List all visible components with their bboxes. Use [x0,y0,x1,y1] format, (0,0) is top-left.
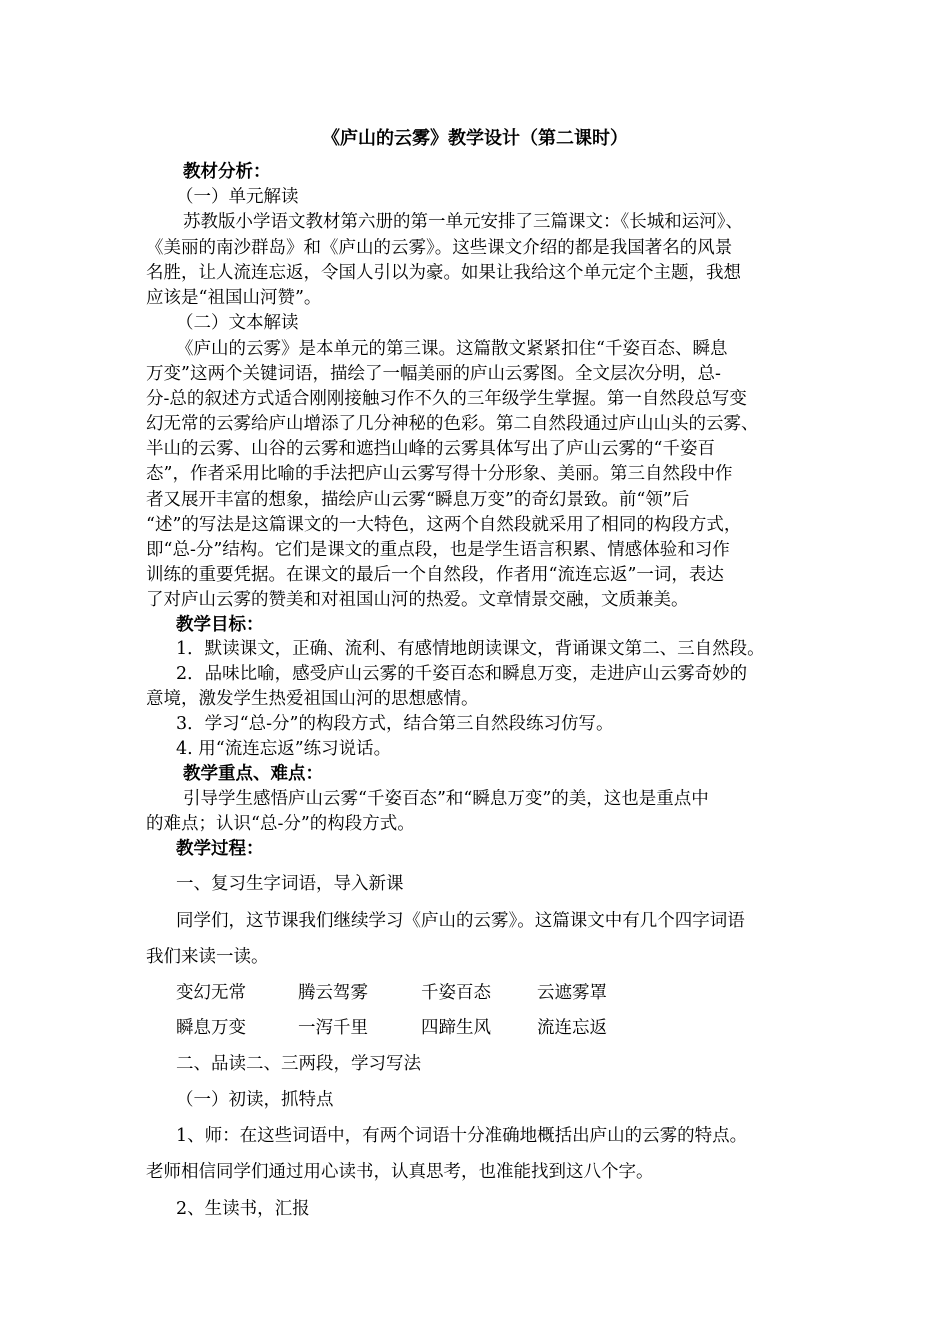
process-step-2-text: 老师相信同学们通过用心读书，认真思考，也准能找到这八个字。 [146,1162,654,1182]
vocab-word: 千姿百态 [421,983,491,1003]
key-heading: 教学重点、难点： [183,764,323,784]
vocab-word: 四蹄生风 [421,1018,491,1038]
text-text-line: 半山的云雾、山谷的云雾和遮挡山峰的云雾具体写出了庐山云雾的“千姿百 [146,439,715,459]
vocab-word: 一泻千里 [298,1018,368,1038]
goal-item: 3．学习“总-分”的构段方式，结合第三自然段练习仿写。 [176,714,614,734]
text-text-line: 态”，作者采用比喻的手法把庐山云雾写得十分形象、美丽。第三自然段中作 [146,464,733,484]
key-text-line: 的难点；认识“总-分”的构段方式。 [146,814,415,834]
analysis-heading: 教材分析： [183,162,271,182]
text-text-line: 《庐山的云雾》是本单元的第三课。这篇散文紧紧扣住“千姿百态、瞬息 [176,339,728,359]
text-text-line: 幻无常的云雾给庐山增添了几分神秘的色彩。第二自然段通过庐山山头的云雾、 [146,414,759,434]
process-heading: 教学过程： [176,839,264,859]
vocab-word: 流连忘返 [537,1018,607,1038]
unit-text-line: 苏教版小学语文教材第六册的第一单元安排了三篇课文：《长城和运河》、 [183,212,743,232]
vocab-word: 瞬息万变 [176,1018,246,1038]
process-step-2-sub: （一）初读，抓特点 [176,1090,334,1110]
goal-item: 意境，激发学生热爱祖国山河的思想感情。 [146,689,479,709]
unit-text-line: 应该是“祖国山河赞”。 [146,288,322,308]
unit-text-line: 《美丽的南沙群岛》和《庐山的云雾》。这些课文介绍的都是我国著名的风景 [146,238,733,258]
process-step-2-text: 1、师：在这些词语中，有两个词语十分准确地概括出庐山的云雾的特点。 [176,1126,748,1146]
text-text-line: “述”的写法是这篇课文的一大特色，这两个自然段就采用了相同的构段方式， [146,515,742,535]
vocab-word: 云遮雾罩 [537,983,607,1003]
vocab-word: 腾云驾雾 [298,983,368,1003]
text-text-line: 万变”这两个关键词语，描绘了一幅美丽的庐山云雾图。全文层次分明，总- [146,364,721,384]
process-step-2-item: 2、生读书，汇报 [176,1199,310,1219]
unit-text-line: 名胜，让人流连忘返，令国人引以为豪。如果让我给这个单元定个主题，我想 [146,263,741,283]
process-step-2: 二、品读二、三两段，学习写法 [176,1054,421,1074]
text-text-line: 分-总的叙述方式适合刚刚接触习作不久的三年级学生掌握。第一自然段总写变 [146,389,747,409]
text-text-line: 者又展开丰富的想象，描绘庐山云雾“瞬息万变”的奇幻景致。前“领”后 [146,490,690,510]
key-text-line: 引导学生感悟庐山云雾“千姿百态”和“瞬息万变”的美，这也是重点中 [183,789,709,809]
process-step-1-text: 我们来读一读。 [146,947,269,967]
goal-item: 1．默读课文，正确、流利、有感情地朗读课文，背诵课文第二、三自然段。 [176,639,765,659]
document-title: 《庐山的云雾》教学设计（第二课时） [322,128,628,149]
text-text-line: 即“总-分”结构。它们是课文的重点段，也是学生语言积累、情感体验和习作 [146,540,730,560]
text-text-line: 训练的重要凭据。在课文的最后一个自然段，作者用“流连忘返”一词，表达 [146,565,724,585]
text-text-line: 了对庐山云雾的赞美和对祖国山河的热爱。文章情景交融，文质兼美。 [146,590,689,610]
goal-item: 4. 用“流连忘返”练习说话。 [176,739,392,759]
text-heading: （二）文本解读 [176,313,299,333]
unit-heading: （一）单元解读 [176,187,299,207]
process-step-1: 一、复习生字词语，导入新课 [176,874,404,894]
goals-heading: 教学目标： [176,615,264,635]
vocab-word: 变幻无常 [176,983,246,1003]
process-step-1-text: 同学们，这节课我们继续学习《庐山的云雾》。这篇课文中有几个四字词语 [176,911,745,931]
goal-item: 2．品味比喻，感受庐山云雾的千姿百态和瞬息万变，走进庐山云雾奇妙的 [176,664,748,684]
